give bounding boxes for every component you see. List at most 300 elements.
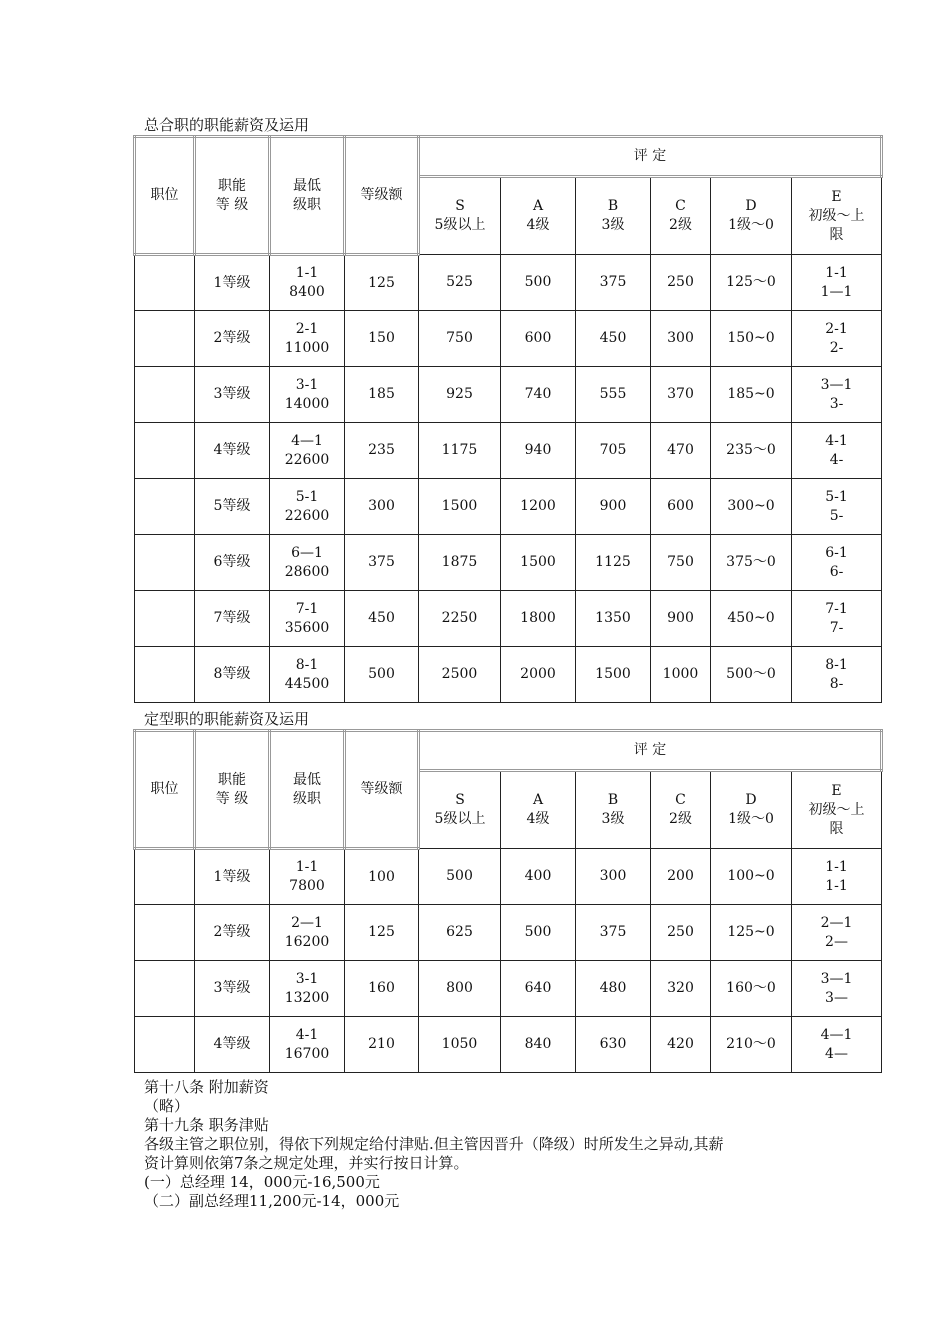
a-value: 1800 bbox=[520, 610, 556, 626]
amount-value: 450 bbox=[368, 610, 395, 626]
a-value: 740 bbox=[524, 386, 552, 402]
min-cell bbox=[270, 255, 345, 311]
header-amount-label: 等级额 bbox=[360, 781, 403, 797]
header-grade bbox=[419, 177, 501, 255]
a-cell bbox=[501, 479, 576, 535]
amount-cell bbox=[345, 1017, 419, 1073]
b-value: 1350 bbox=[595, 610, 631, 626]
article-19-body-line2: 资计算则依第7条之规定处理，并实行按日计算。 bbox=[144, 1154, 469, 1172]
position-cell bbox=[135, 255, 195, 311]
table-caption: 总合职的职能薪资及运用 bbox=[144, 116, 310, 134]
min-cell bbox=[270, 1017, 345, 1073]
min-salary: 22600 bbox=[284, 507, 330, 524]
c-value: 300 bbox=[667, 330, 694, 346]
table-row bbox=[135, 647, 882, 703]
e-cell bbox=[792, 311, 882, 367]
min-cell bbox=[270, 849, 345, 905]
c-cell bbox=[651, 255, 711, 311]
header-min-label: 级职 bbox=[293, 790, 321, 807]
e-value-2: 7- bbox=[829, 619, 844, 636]
b-cell bbox=[576, 535, 651, 591]
a-cell bbox=[501, 367, 576, 423]
position-cell bbox=[135, 591, 195, 647]
header-level-label: 职能 bbox=[218, 177, 246, 194]
table-row bbox=[135, 535, 882, 591]
s-cell bbox=[419, 535, 501, 591]
amount-cell bbox=[345, 423, 419, 479]
header-amount bbox=[345, 731, 419, 849]
min-grade: 1-1 bbox=[295, 859, 319, 875]
grade-letter: C bbox=[675, 198, 686, 214]
a-cell bbox=[501, 591, 576, 647]
level-cell bbox=[195, 311, 270, 367]
position-cell bbox=[135, 479, 195, 535]
level-cell bbox=[195, 905, 270, 961]
position-cell bbox=[135, 849, 195, 905]
header-position bbox=[135, 731, 195, 849]
e-value-2: 2- bbox=[829, 339, 844, 356]
b-value: 450 bbox=[599, 330, 627, 346]
table-caption: 定型职的职能薪资及运用 bbox=[144, 710, 310, 728]
table-row bbox=[135, 367, 882, 423]
c-value: 250 bbox=[667, 274, 694, 290]
b-value: 1125 bbox=[595, 554, 631, 570]
a-value: 840 bbox=[524, 1036, 552, 1052]
article-18-body: （略） bbox=[144, 1097, 190, 1115]
level-cell bbox=[195, 479, 270, 535]
min-salary: 44500 bbox=[284, 675, 330, 692]
s-value: 500 bbox=[446, 868, 473, 884]
amount-cell bbox=[345, 479, 419, 535]
c-cell bbox=[651, 479, 711, 535]
level-value: 5等级 bbox=[213, 498, 251, 514]
c-value: 470 bbox=[667, 442, 694, 458]
grade-letter: D bbox=[745, 792, 757, 808]
amount-cell bbox=[345, 255, 419, 311]
s-value: 1050 bbox=[441, 1036, 478, 1052]
a-cell bbox=[501, 535, 576, 591]
e-cell bbox=[792, 961, 882, 1017]
e-value-2: 3— bbox=[825, 989, 848, 1006]
level-cell bbox=[195, 961, 270, 1017]
grade-range: 2级 bbox=[669, 811, 692, 827]
table-row bbox=[135, 1017, 882, 1073]
s-cell bbox=[419, 961, 501, 1017]
level-value: 3等级 bbox=[213, 980, 251, 996]
amount-cell bbox=[345, 849, 419, 905]
c-value: 1000 bbox=[662, 666, 699, 682]
e-value-2: 4— bbox=[825, 1045, 848, 1062]
d-cell bbox=[711, 479, 792, 535]
min-grade: 3-1 bbox=[295, 970, 319, 987]
header-min-label: 最低 bbox=[293, 177, 321, 194]
amount-value: 235 bbox=[368, 442, 395, 458]
s-value: 525 bbox=[446, 274, 473, 290]
b-value: 705 bbox=[599, 442, 627, 458]
d-cell bbox=[711, 961, 792, 1017]
a-value: 600 bbox=[524, 330, 552, 346]
header-grade bbox=[711, 177, 792, 255]
grade-letter: A bbox=[532, 198, 544, 214]
level-cell bbox=[195, 535, 270, 591]
amount-value: 210 bbox=[368, 1036, 395, 1052]
d-value: 500～0 bbox=[726, 666, 776, 682]
allowance-general-manager: (一）总经理 14，000元-16,500元 bbox=[144, 1173, 380, 1191]
d-cell bbox=[711, 849, 792, 905]
grade-range: 2级 bbox=[669, 217, 692, 233]
b-cell bbox=[576, 479, 651, 535]
header-grade bbox=[576, 771, 651, 849]
b-cell bbox=[576, 647, 651, 703]
min-grade: 7-1 bbox=[295, 600, 319, 617]
e-value-1: 1-1 bbox=[825, 264, 848, 281]
grade-letter: D bbox=[745, 198, 757, 214]
level-cell bbox=[195, 1017, 270, 1073]
min-grade: 5-1 bbox=[295, 488, 319, 505]
level-value: 2等级 bbox=[213, 924, 251, 940]
b-cell bbox=[576, 591, 651, 647]
s-cell bbox=[419, 311, 501, 367]
s-value: 1175 bbox=[441, 442, 478, 458]
a-value: 1500 bbox=[520, 554, 556, 570]
header-grade bbox=[792, 177, 882, 255]
grade-letter: C bbox=[675, 792, 686, 808]
b-value: 555 bbox=[599, 386, 627, 402]
amount-value: 185 bbox=[368, 386, 395, 402]
a-cell bbox=[501, 255, 576, 311]
c-cell bbox=[651, 905, 711, 961]
article-19-title: 第十九条 职务津贴 bbox=[144, 1116, 269, 1134]
min-cell bbox=[270, 961, 345, 1017]
e-cell bbox=[792, 849, 882, 905]
level-value: 4等级 bbox=[213, 442, 251, 458]
d-value: 125~0 bbox=[727, 924, 775, 940]
header-min-label: 最低 bbox=[293, 771, 321, 788]
header-position-label: 职位 bbox=[150, 187, 179, 203]
amount-value: 150 bbox=[368, 330, 395, 346]
grade-letter: B bbox=[607, 198, 619, 214]
header-grade bbox=[576, 177, 651, 255]
amount-value: 125 bbox=[368, 924, 395, 940]
table-row bbox=[135, 905, 882, 961]
grade-letter: S bbox=[455, 792, 465, 808]
s-value: 750 bbox=[446, 330, 473, 346]
header-level bbox=[195, 137, 270, 255]
grade-range: 3级 bbox=[601, 217, 625, 233]
min-salary: 16700 bbox=[284, 1045, 330, 1062]
s-value: 800 bbox=[446, 980, 473, 996]
table-row bbox=[135, 255, 882, 311]
s-cell bbox=[419, 591, 501, 647]
a-value: 500 bbox=[524, 274, 552, 290]
amount-value: 100 bbox=[368, 868, 395, 885]
level-value: 1等级 bbox=[213, 274, 251, 291]
e-value-1: 1-1 bbox=[825, 858, 848, 875]
d-cell bbox=[711, 905, 792, 961]
e-value-2: 5- bbox=[829, 507, 844, 524]
header-min-label: 级职 bbox=[293, 196, 321, 213]
min-grade: 4—1 bbox=[291, 432, 323, 449]
e-value-1: 2-1 bbox=[825, 320, 848, 337]
position-cell bbox=[135, 647, 195, 703]
a-value: 940 bbox=[524, 442, 552, 458]
s-value: 625 bbox=[446, 924, 473, 940]
e-value-2: 8- bbox=[829, 675, 844, 692]
min-grade: 2—1 bbox=[291, 914, 323, 931]
b-value: 630 bbox=[599, 1036, 627, 1052]
d-value: 125～0 bbox=[726, 274, 776, 290]
d-cell bbox=[711, 255, 792, 311]
min-grade: 3-1 bbox=[295, 376, 319, 393]
e-cell bbox=[792, 423, 882, 479]
article-19-body-line1: 各级主管之职位别，得依下列规定给付津贴.但主管因晋升（降级）时所发生之异动,其薪 bbox=[144, 1135, 724, 1153]
b-value: 900 bbox=[599, 498, 627, 514]
d-cell bbox=[711, 367, 792, 423]
grade-letter: B bbox=[607, 792, 619, 808]
amount-value: 300 bbox=[368, 498, 395, 514]
header-grade bbox=[501, 177, 576, 255]
header-level-label: 等 级 bbox=[215, 196, 249, 213]
d-cell bbox=[711, 647, 792, 703]
c-cell bbox=[651, 535, 711, 591]
s-value: 925 bbox=[446, 386, 473, 402]
header-min bbox=[270, 731, 345, 849]
s-value: 1875 bbox=[441, 554, 478, 570]
e-value-1: 7-1 bbox=[825, 600, 848, 617]
d-value: 100~0 bbox=[727, 868, 775, 884]
e-value-1: 4—1 bbox=[820, 1026, 853, 1043]
header-grade bbox=[651, 177, 711, 255]
article-18-title: 第十八条 附加薪资 bbox=[144, 1078, 269, 1096]
b-value: 375 bbox=[599, 274, 627, 290]
a-cell bbox=[501, 961, 576, 1017]
min-grade: 2-1 bbox=[295, 320, 319, 337]
amount-cell bbox=[345, 367, 419, 423]
table-row bbox=[135, 849, 882, 905]
a-value: 500 bbox=[524, 924, 552, 940]
b-cell bbox=[576, 311, 651, 367]
a-cell bbox=[501, 849, 576, 905]
d-value: 375～0 bbox=[726, 554, 776, 570]
min-cell bbox=[270, 479, 345, 535]
article-text bbox=[144, 1078, 844, 1211]
e-value-2: 2— bbox=[825, 933, 848, 950]
level-value: 2等级 bbox=[213, 330, 251, 346]
d-cell bbox=[711, 535, 792, 591]
amount-cell bbox=[345, 535, 419, 591]
header-level-label: 职能 bbox=[218, 771, 246, 788]
min-salary: 22600 bbox=[284, 451, 330, 468]
s-cell bbox=[419, 479, 501, 535]
position-cell bbox=[135, 1017, 195, 1073]
header-grade bbox=[651, 771, 711, 849]
b-value: 375 bbox=[599, 924, 627, 940]
min-cell bbox=[270, 591, 345, 647]
position-cell bbox=[135, 311, 195, 367]
level-cell bbox=[195, 367, 270, 423]
amount-value: 375 bbox=[368, 554, 395, 570]
header-grade bbox=[501, 771, 576, 849]
header-amount bbox=[345, 137, 419, 255]
level-value: 7等级 bbox=[213, 610, 251, 626]
b-cell bbox=[576, 961, 651, 1017]
d-value: 300~0 bbox=[727, 498, 775, 514]
min-salary: 13200 bbox=[284, 989, 330, 1006]
e-value-1: 6-1 bbox=[825, 544, 848, 561]
d-value: 450~0 bbox=[727, 610, 775, 626]
amount-cell bbox=[345, 961, 419, 1017]
grade-letter: E bbox=[831, 188, 842, 205]
min-cell bbox=[270, 367, 345, 423]
header-min bbox=[270, 137, 345, 255]
e-value-2: 6- bbox=[829, 563, 844, 580]
d-cell bbox=[711, 423, 792, 479]
header-position bbox=[135, 137, 195, 255]
e-cell bbox=[792, 535, 882, 591]
table-row bbox=[135, 311, 882, 367]
c-cell bbox=[651, 311, 711, 367]
s-value: 2250 bbox=[441, 610, 478, 626]
level-value: 1等级 bbox=[213, 868, 251, 885]
s-cell bbox=[419, 905, 501, 961]
grade-range: 1级～0 bbox=[728, 217, 774, 233]
grade-range: 初级～上 bbox=[808, 207, 865, 224]
grade-range-cont: 限 bbox=[829, 226, 844, 243]
s-cell bbox=[419, 849, 501, 905]
b-cell bbox=[576, 905, 651, 961]
c-value: 200 bbox=[667, 868, 694, 884]
s-cell bbox=[419, 1017, 501, 1073]
grade-range: 初级～上 bbox=[808, 801, 865, 818]
s-cell bbox=[419, 255, 501, 311]
c-cell bbox=[651, 1017, 711, 1073]
e-cell bbox=[792, 905, 882, 961]
salary-table-fixed bbox=[133, 729, 883, 1073]
c-cell bbox=[651, 961, 711, 1017]
c-value: 370 bbox=[667, 386, 694, 402]
grade-range: 4级 bbox=[526, 217, 550, 233]
a-cell bbox=[501, 1017, 576, 1073]
table-row bbox=[135, 479, 882, 535]
amount-cell bbox=[345, 905, 419, 961]
c-cell bbox=[651, 423, 711, 479]
d-value: 210～0 bbox=[726, 1036, 776, 1052]
s-cell bbox=[419, 367, 501, 423]
d-value: 235～0 bbox=[726, 442, 776, 458]
b-cell bbox=[576, 849, 651, 905]
e-cell bbox=[792, 647, 882, 703]
grade-range-cont: 限 bbox=[829, 820, 844, 837]
a-value: 400 bbox=[524, 868, 552, 884]
min-cell bbox=[270, 535, 345, 591]
min-cell bbox=[270, 905, 345, 961]
grade-letter: S bbox=[455, 198, 465, 214]
header-grade bbox=[711, 771, 792, 849]
level-cell bbox=[195, 849, 270, 905]
a-cell bbox=[501, 423, 576, 479]
c-cell bbox=[651, 849, 711, 905]
b-cell bbox=[576, 367, 651, 423]
min-salary: 16200 bbox=[284, 933, 330, 950]
min-cell bbox=[270, 311, 345, 367]
level-value: 6等级 bbox=[213, 554, 251, 570]
e-cell bbox=[792, 367, 882, 423]
min-cell bbox=[270, 647, 345, 703]
e-value-1: 2—1 bbox=[820, 914, 853, 931]
a-value: 640 bbox=[524, 980, 552, 996]
level-cell bbox=[195, 647, 270, 703]
header-amount-label: 等级额 bbox=[360, 187, 403, 203]
c-value: 250 bbox=[667, 924, 694, 940]
grade-range: 1级～0 bbox=[728, 811, 774, 827]
position-cell bbox=[135, 961, 195, 1017]
d-value: 160～0 bbox=[726, 980, 776, 996]
header-grade bbox=[419, 771, 501, 849]
c-cell bbox=[651, 647, 711, 703]
e-value-2: 1-1 bbox=[825, 877, 848, 894]
table-row bbox=[135, 423, 882, 479]
salary-table-general bbox=[133, 135, 883, 703]
level-value: 3等级 bbox=[213, 386, 251, 402]
header-level-label: 等 级 bbox=[215, 790, 249, 807]
grade-range: 5级以上 bbox=[434, 811, 486, 827]
d-value: 185~0 bbox=[727, 386, 775, 402]
min-grade: 1-1 bbox=[295, 265, 319, 281]
level-cell bbox=[195, 423, 270, 479]
e-value-2: 4- bbox=[829, 451, 844, 468]
a-value: 2000 bbox=[520, 666, 556, 682]
s-value: 2500 bbox=[441, 666, 478, 682]
header-rating-label: 评 定 bbox=[633, 742, 667, 758]
s-value: 1500 bbox=[441, 498, 478, 514]
amount-value: 160 bbox=[368, 980, 395, 996]
s-cell bbox=[419, 423, 501, 479]
s-cell bbox=[419, 647, 501, 703]
c-value: 600 bbox=[667, 498, 694, 514]
amount-value: 500 bbox=[368, 666, 395, 682]
min-salary: 28600 bbox=[284, 563, 330, 580]
grade-letter: E bbox=[831, 782, 842, 799]
e-value-1: 8-1 bbox=[825, 656, 848, 673]
grade-letter: A bbox=[532, 792, 544, 808]
b-cell bbox=[576, 423, 651, 479]
header-rating bbox=[419, 137, 882, 177]
min-grade: 4-1 bbox=[295, 1026, 319, 1043]
grade-range: 4级 bbox=[526, 811, 550, 827]
b-value: 480 bbox=[599, 980, 627, 996]
level-value: 8等级 bbox=[213, 666, 251, 682]
e-value-1: 4-1 bbox=[825, 432, 848, 449]
header-position-label: 职位 bbox=[150, 781, 179, 797]
b-value: 1500 bbox=[595, 666, 631, 682]
amount-value: 125 bbox=[368, 274, 395, 291]
e-value-2: 3- bbox=[829, 395, 844, 412]
position-cell bbox=[135, 423, 195, 479]
e-value-2: 1—1 bbox=[820, 283, 853, 300]
header-grade bbox=[792, 771, 882, 849]
e-value-1: 5-1 bbox=[825, 488, 848, 505]
e-cell bbox=[792, 1017, 882, 1073]
e-cell bbox=[792, 255, 882, 311]
a-cell bbox=[501, 647, 576, 703]
a-cell bbox=[501, 905, 576, 961]
b-cell bbox=[576, 255, 651, 311]
amount-cell bbox=[345, 647, 419, 703]
c-value: 900 bbox=[667, 610, 694, 626]
min-cell bbox=[270, 423, 345, 479]
level-cell bbox=[195, 255, 270, 311]
d-cell bbox=[711, 1017, 792, 1073]
